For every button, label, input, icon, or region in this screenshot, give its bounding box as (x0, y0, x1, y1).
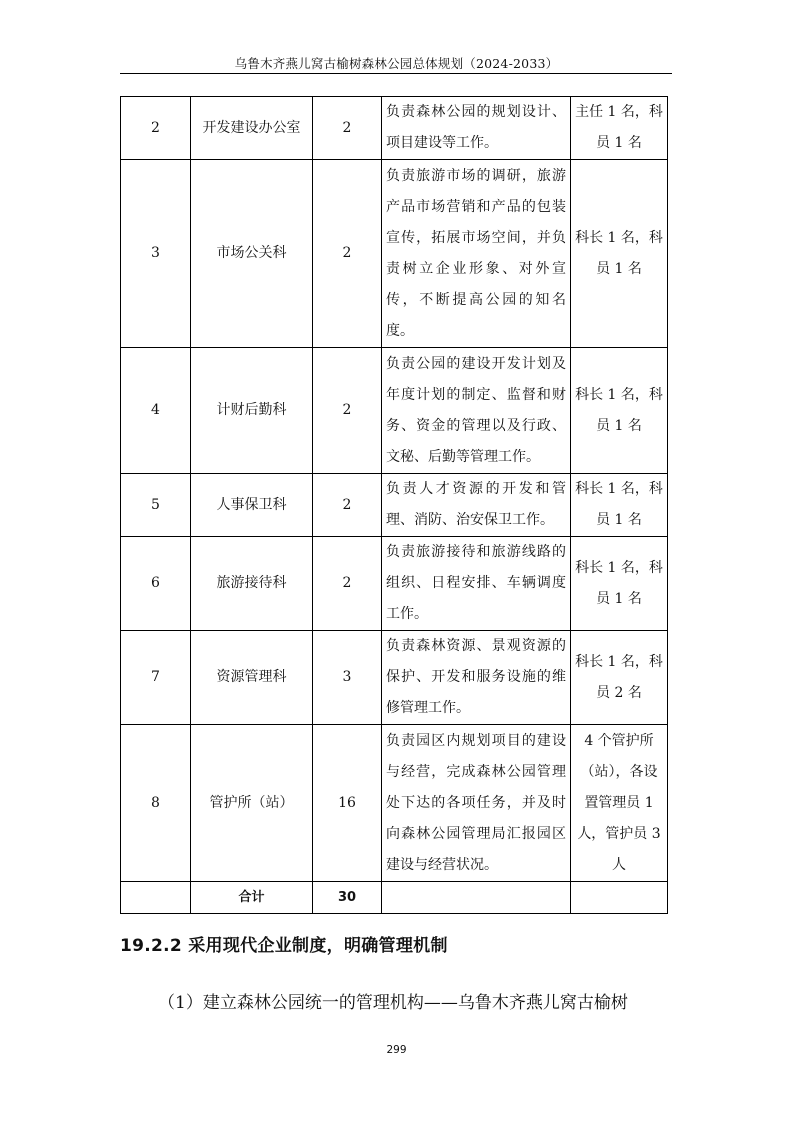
department-duty: 负责森林公园的规划设计、项目建设等工作。 (382, 97, 571, 160)
row-number: 4 (121, 348, 191, 474)
running-header: 乌鲁木齐燕儿窝古榆树森林公园总体规划（2024-2033） (234, 56, 559, 71)
department-duty: 负责旅游接待和旅游线路的组织、日程安排、车辆调度工作。 (382, 537, 571, 631)
department-name: 资源管理科 (191, 631, 313, 725)
department-duty: 负责公园的建设开发计划及年度计划的制定、监督和财务、资金的管理以及行政、文秘、后勤等管理工作。 (382, 348, 571, 474)
table-row (121, 160, 668, 348)
row-number: 5 (121, 474, 191, 537)
table-total-row (121, 882, 668, 914)
table-row (121, 348, 668, 474)
table-row (121, 725, 668, 882)
organization-table (120, 96, 668, 914)
body-paragraph: （1）建立森林公园统一的管理机构——乌鲁木齐燕儿窝古榆树 (158, 993, 628, 1013)
table-row (121, 97, 668, 160)
department-name: 计财后勤科 (191, 348, 313, 474)
row-number: 6 (121, 537, 191, 631)
staff-composition: 科长 1 名，科员 1 名 (571, 160, 668, 348)
staff-composition: 4 个管护所（站），各设置管理员 1 人，管护员 3 人 (571, 725, 668, 882)
department-name: 市场公关科 (191, 160, 313, 348)
total-empty-cell (382, 882, 571, 914)
staff-composition: 科长 1 名，科员 2 名 (571, 631, 668, 725)
department-duty: 负责森林资源、景观资源的保护、开发和服务设施的维修管理工作。 (382, 631, 571, 725)
staff-count: 2 (313, 537, 382, 631)
department-name: 人事保卫科 (191, 474, 313, 537)
staff-count: 2 (313, 160, 382, 348)
row-number: 7 (121, 631, 191, 725)
department-duty: 负责旅游市场的调研，旅游产品市场营销和产品的包装宣传，拓展市场空间，并负责树立企业形象、对外宣传，不断提高公园的知名度。 (382, 160, 571, 348)
total-empty-cell (571, 882, 668, 914)
department-name: 管护所（站） (191, 725, 313, 882)
header-rule (120, 73, 672, 74)
staff-count: 16 (313, 725, 382, 882)
row-number: 8 (121, 725, 191, 882)
staff-composition: 科长 1 名，科员 1 名 (571, 474, 668, 537)
row-number: 3 (121, 160, 191, 348)
staff-composition: 科长 1 名，科员 1 名 (571, 348, 668, 474)
staff-count: 2 (313, 97, 382, 160)
section-heading: 19.2.2 采用现代企业制度，明确管理机制 (120, 936, 448, 956)
total-empty-cell (121, 882, 191, 914)
department-duty: 负责人才资源的开发和管理、消防、治安保卫工作。 (382, 474, 571, 537)
staff-count: 2 (313, 348, 382, 474)
staff-composition: 科长 1 名，科员 1 名 (571, 537, 668, 631)
staff-composition: 主任 1 名，科员 1 名 (571, 97, 668, 160)
page-number: 299 (386, 1044, 407, 1056)
staff-count: 3 (313, 631, 382, 725)
department-name: 旅游接待科 (191, 537, 313, 631)
total-label: 合计 (191, 882, 313, 914)
staff-count: 2 (313, 474, 382, 537)
total-count: 30 (313, 882, 382, 914)
table-row (121, 631, 668, 725)
table-row (121, 474, 668, 537)
department-duty: 负责园区内规划项目的建设与经营，完成森林公园管理处下达的各项任务，并及时向森林公园管理局汇报园区建设与经营状况。 (382, 725, 571, 882)
row-number: 2 (121, 97, 191, 160)
department-name: 开发建设办公室 (191, 97, 313, 160)
table-row (121, 537, 668, 631)
